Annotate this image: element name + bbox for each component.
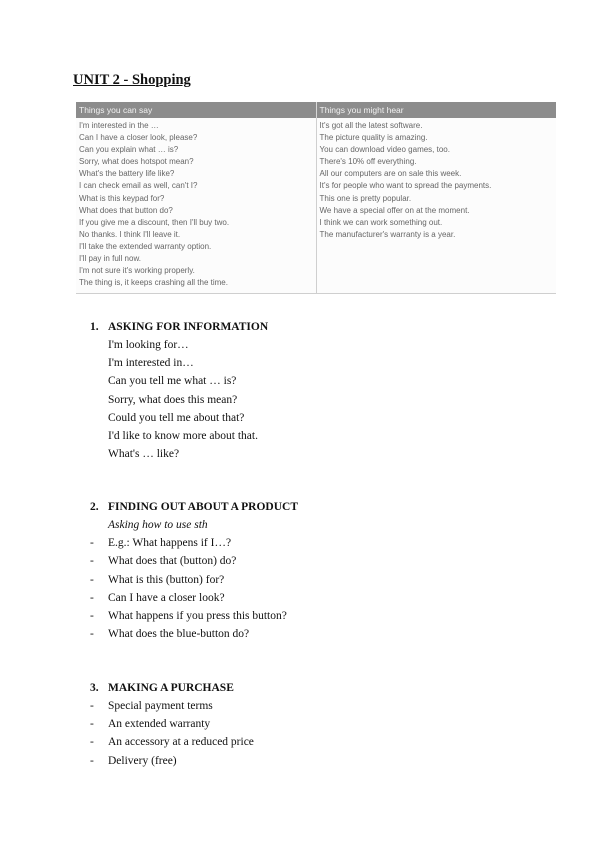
say-phrase: What is this keypad for?: [79, 193, 165, 203]
hear-phrase: There's 10% off everything.: [319, 157, 417, 167]
section-number: 2.: [90, 501, 99, 513]
hear-phrase: It's got all the latest software.: [319, 121, 423, 130]
say-phrase: I'm interested in the …: [79, 121, 159, 130]
phrase-line: I'm looking for…: [108, 339, 189, 351]
hear-phrase: The manufacturer's warranty is a year.: [319, 229, 456, 239]
say-phrase: What does that button do?: [79, 205, 173, 215]
section-title: ASKING FOR INFORMATION: [108, 321, 269, 333]
section-heading: [90, 318, 268, 336]
col-say-cell: [76, 118, 316, 294]
phrase-line: I'm interested in…: [108, 357, 194, 370]
phrase-line: What's … like?: [108, 448, 180, 461]
list-item-text: An accessory at a reduced price: [108, 736, 254, 749]
hear-phrase: It's for people who want to spread the payments.: [319, 181, 492, 191]
phrase-line: Sorry, what does this mean?: [108, 393, 238, 406]
say-phrase: No thanks. I think I'll leave it.: [79, 229, 181, 239]
phrase-line: I'd like to know more about that.: [108, 430, 258, 443]
list-item: [90, 733, 254, 751]
say-phrase: The thing is, it keeps crashing all the time.: [79, 278, 228, 288]
say-phrase: Can I have a closer look, please?: [79, 133, 198, 143]
say-phrase: I can check email as well, can't I?: [79, 181, 198, 191]
hear-phrase: We have a special offer on at the moment.: [319, 205, 470, 215]
list-item-text: Special payment terms: [108, 700, 213, 712]
section-purchase: [90, 679, 254, 770]
hear-phrase: This one is pretty popular.: [319, 193, 412, 203]
dash-bullet: -: [90, 736, 94, 749]
list-item-text: What does the blue-button do?: [108, 628, 250, 641]
say-phrase: Can you explain what … is?: [79, 145, 179, 155]
dash-bullet: -: [90, 700, 94, 712]
section-number: 3.: [90, 682, 99, 694]
hear-phrase: All our computers are on sale this week.: [319, 169, 462, 179]
hear-phrase: The picture quality is amazing.: [319, 133, 428, 143]
phrase-line: Could you tell me about that?: [108, 411, 245, 424]
dash-bullet: -: [90, 718, 94, 731]
phrases-table: [76, 102, 556, 294]
section-asking-information: [90, 318, 268, 463]
dash-bullet: -: [90, 754, 94, 767]
page-title: UNIT 2 - Shopping: [73, 72, 191, 88]
say-phrase: I'll pay in full now.: [79, 254, 142, 264]
section-heading: [90, 679, 254, 697]
section-title: FINDING OUT ABOUT A PRODUCT: [108, 501, 298, 513]
dash-bullet: -: [90, 537, 94, 550]
list-item: [90, 589, 298, 607]
section-product: [90, 498, 298, 643]
list-item-text: An extended warranty: [108, 718, 211, 731]
dash-bullet: -: [90, 591, 94, 604]
list-item: [90, 715, 254, 733]
section-heading: [90, 498, 298, 516]
list-item: [90, 534, 298, 552]
list-item-text: Delivery (free): [108, 754, 177, 767]
table-header-row: [76, 102, 556, 118]
list-item-text: Can I have a closer look?: [108, 591, 225, 604]
phrase-line: Can you tell me what … is?: [108, 375, 237, 388]
list-item: [90, 571, 298, 589]
section-title: MAKING A PURCHASE: [108, 682, 234, 694]
col-hear-cell: [316, 118, 556, 294]
section-subtitle: Asking how to use sth: [108, 519, 208, 531]
list-item: [90, 752, 254, 770]
dash-bullet: -: [90, 610, 94, 623]
list-item: [90, 552, 298, 570]
hear-phrase: You can download video games, too.: [319, 145, 450, 155]
table-body-row: [76, 118, 556, 294]
say-phrase: What's the battery life like?: [79, 169, 175, 179]
say-phrase: If you give me a discount, then I'll buy two.: [79, 217, 230, 227]
dash-bullet: -: [90, 573, 94, 586]
hear-phrase: I think we can work something out.: [319, 217, 443, 227]
dash-bullet: -: [90, 628, 94, 641]
list-item: [90, 625, 298, 643]
list-item-text: E.g.: What happens if I…?: [108, 537, 232, 550]
say-phrase: I'm not sure it's working properly.: [79, 266, 195, 276]
list-item-text: What does that (button) do?: [108, 555, 237, 568]
list-item: [90, 607, 298, 625]
list-item: [90, 697, 254, 715]
list-item-text: What is this (button) for?: [108, 573, 225, 586]
col-header-hear: Things you might hear: [316, 102, 556, 118]
list-item-text: What happens if you press this button?: [108, 610, 287, 623]
say-phrase: Sorry, what does hotspot mean?: [79, 157, 194, 167]
dash-bullet: -: [90, 555, 94, 568]
col-header-say: Things you can say: [76, 102, 316, 118]
section-number: 1.: [90, 321, 99, 333]
say-phrase: I'll take the extended warranty option.: [79, 241, 212, 251]
